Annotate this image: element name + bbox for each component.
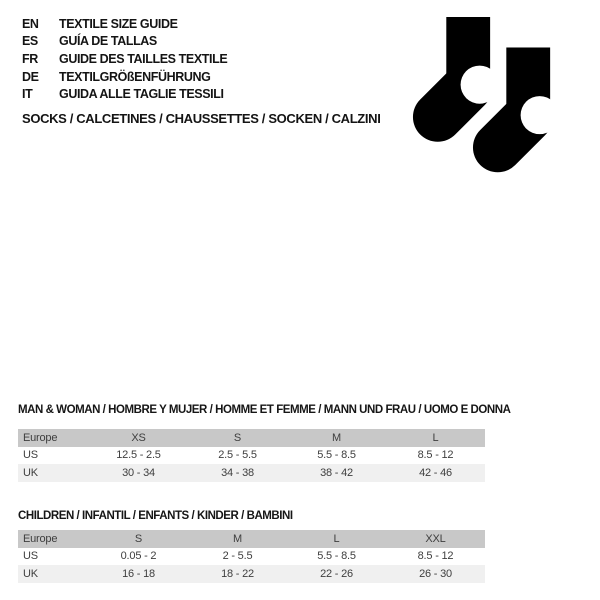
table-header-row [18, 429, 485, 447]
table-row-uk [18, 464, 485, 482]
language-row-es [22, 33, 227, 51]
language-code: FR [22, 51, 38, 66]
language-label: TEXTILE SIZE GUIDE [59, 16, 178, 31]
size-table-section-adult [18, 404, 511, 482]
language-label: GUIDE DES TAILLES TEXTILE [59, 51, 228, 66]
column-header-m: M [332, 431, 341, 444]
size-cell: 38 - 42 [320, 466, 353, 479]
language-row-en [22, 15, 227, 33]
size-table-adult [18, 429, 485, 482]
table-header-row [18, 530, 485, 548]
size-cell: 22 - 26 [320, 567, 353, 580]
size-cell: 18 - 22 [221, 567, 254, 580]
size-cell: 8.5 - 12 [417, 449, 454, 462]
language-label: GUIDA ALLE TAGLIE TESSILI [59, 87, 224, 102]
row-label: UK [23, 567, 38, 580]
size-cell: 5.5 - 8.5 [317, 449, 356, 462]
language-row-it [22, 85, 227, 103]
socks-icon [412, 17, 553, 175]
column-header-xxl: XXL [425, 532, 446, 545]
language-code: EN [22, 16, 39, 31]
language-label: GUÍA DE TALLAS [59, 34, 157, 49]
language-list [22, 15, 227, 103]
column-header-s: S [134, 532, 143, 545]
language-code: DE [22, 69, 39, 84]
adult-table-title: MAN & WOMAN / HOMBRE Y MUJER / HOMME ET FEMME / MANN UND FRAU / UOMO E DONNA [18, 404, 511, 416]
size-table-section-children [18, 510, 485, 583]
table-row-uk [18, 565, 485, 583]
row-label: US [23, 550, 38, 563]
row-label: US [23, 449, 38, 462]
table-row-us [18, 447, 485, 465]
column-header-l: L [333, 532, 340, 545]
size-cell: 16 - 18 [122, 567, 155, 580]
size-cell: 34 - 38 [221, 466, 254, 479]
size-table-children [18, 530, 485, 583]
language-row-de [22, 68, 227, 86]
size-cell: 30 - 34 [122, 466, 155, 479]
size-cell: 26 - 30 [419, 567, 452, 580]
language-label: TEXTILGRÖßENFÜHRUNG [59, 69, 211, 84]
size-cell: 8.5 - 12 [417, 550, 454, 563]
language-code: IT [22, 87, 33, 102]
column-header-europe: Europe [23, 431, 58, 444]
size-cell: 42 - 46 [419, 466, 452, 479]
column-header-l: L [432, 431, 439, 444]
column-header-s: S [233, 431, 242, 444]
children-table-title: CHILDREN / INFANTIL / ENFANTS / KINDER / BAMBINI [18, 510, 293, 522]
size-cell: 2 - 5.5 [222, 550, 253, 563]
language-row-fr [22, 50, 227, 68]
size-cell: 0.05 - 2 [120, 550, 157, 563]
column-header-m: M [233, 532, 242, 545]
size-cell: 2.5 - 5.5 [218, 449, 257, 462]
category-line: SOCKS / CALCETINES / CHAUSSETTES / SOCKEN / CALZINI [22, 111, 381, 126]
column-header-europe: Europe [23, 532, 58, 545]
row-label: UK [23, 466, 38, 479]
size-cell: 12.5 - 2.5 [116, 449, 161, 462]
table-row-us [18, 548, 485, 566]
size-cell: 5.5 - 8.5 [317, 550, 356, 563]
column-header-xs: XS [131, 431, 146, 444]
language-code: ES [22, 34, 38, 49]
